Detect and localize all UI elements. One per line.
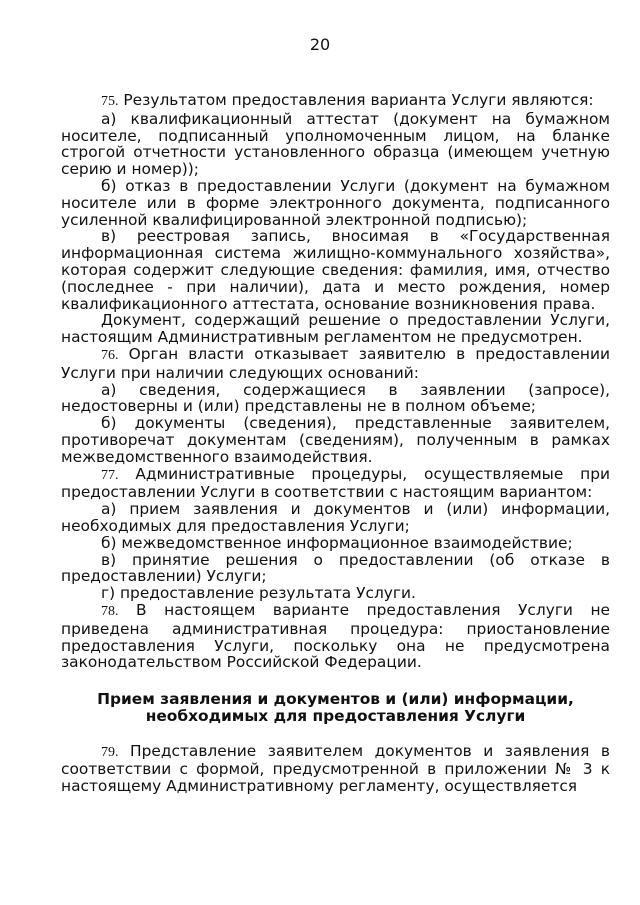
document-body (61, 92, 610, 795)
section-heading-line: необходимых для предоставления Услуги (145, 706, 526, 725)
list-item-a (61, 111, 610, 178)
paragraph-text: Административные процедуры, осуществляемые при предоставлении Услуги в соответствии с настоящим вариантом: (61, 464, 610, 502)
paragraph-text: б) отказ в предоставлении Услуги (документ на бумажном носителе или в форме электронного документа, подписанного усиленной квалифицированной электронной подписью); (61, 176, 610, 229)
page-number: 20 (309, 35, 331, 54)
paragraph-text: Представление заявителем документов и заявления в соответствии с формой, предусмотренной в приложении № 3 к настоящему Административному регламенту, осуществляется (61, 741, 610, 796)
paragraph-text: в) принятие решения о предоставлении (об отказе в предоставлении) Услуги; (61, 550, 610, 586)
paragraph-77 (61, 466, 610, 502)
paragraph-text: а) сведения, содержащиеся в заявлении (запросе), недостоверны и (или) представлены не в полном объеме; (61, 380, 610, 416)
paragraph-text: а) квалификационный аттестат (документ на бумажном носителе, подписанный уполномоченным лицом, на бланке строгой отчетности установленного образца (имеющем учетную серию и номер)); (61, 109, 610, 179)
paragraph-text: В настоящем варианте предоставления Услуги не приведена административная процедура: приостановление предоставления Услуги, поскольку она не предусмотрена законодательством Российской Федерации. (61, 600, 610, 672)
paragraph-text: г) предоставление результата Услуги. (101, 584, 416, 603)
paragraph-number: 77. (101, 467, 119, 483)
paragraph-75 (61, 92, 610, 111)
list-item-v (61, 228, 610, 312)
paragraph-text: б) межведомственное информационное взаимодействие; (101, 533, 573, 552)
section-heading-line: Прием заявления и документов и (или) информации, (97, 690, 574, 709)
paragraph-text: в) реестровая запись, вносимая в «Государственная информационная система жилищно-коммунального хозяйства», которая содержит следующие сведения: фамилия, имя, отчество (последнее - при наличии), дата и место рождения, номер квалификационного аттестата, основание возникновения права. (61, 227, 610, 313)
paragraph-78 (61, 602, 610, 671)
paragraph-number: 78. (101, 603, 119, 619)
paragraph-79 (61, 743, 610, 795)
list-item-v (61, 552, 610, 586)
section-heading (61, 691, 610, 725)
paragraph-text: Орган власти отказывает заявителю в предоставлении Услуги при наличии следующих оснований: (61, 344, 610, 382)
paragraph-text: Документ, содержащий решение о предоставлении Услуги, настоящим Административным регламентом не предусмотрен. (61, 311, 610, 347)
list-item-a (61, 382, 610, 416)
paragraph-76 (61, 346, 610, 382)
paragraph-note (61, 312, 610, 346)
paragraph-number: 75. (101, 94, 119, 109)
list-item-b (61, 535, 610, 552)
list-item-g (61, 585, 610, 602)
paragraph-number: 76. (101, 347, 119, 363)
paragraph-text: б) документы (сведения), представленные заявителем, противоречат документам (сведениям), полученным в рамках межведомственного взаимодействия. (61, 414, 610, 466)
paragraph-number: 79. (101, 744, 119, 760)
paragraph-text: Результатом предоставления варианта Услуги являются: (123, 91, 594, 109)
list-item-a (61, 501, 610, 535)
list-item-b (61, 178, 610, 228)
paragraph-text: а) прием заявления и документов и (или) информации, необходимых для предоставления Услуги; (61, 500, 610, 535)
list-item-b (61, 415, 610, 465)
